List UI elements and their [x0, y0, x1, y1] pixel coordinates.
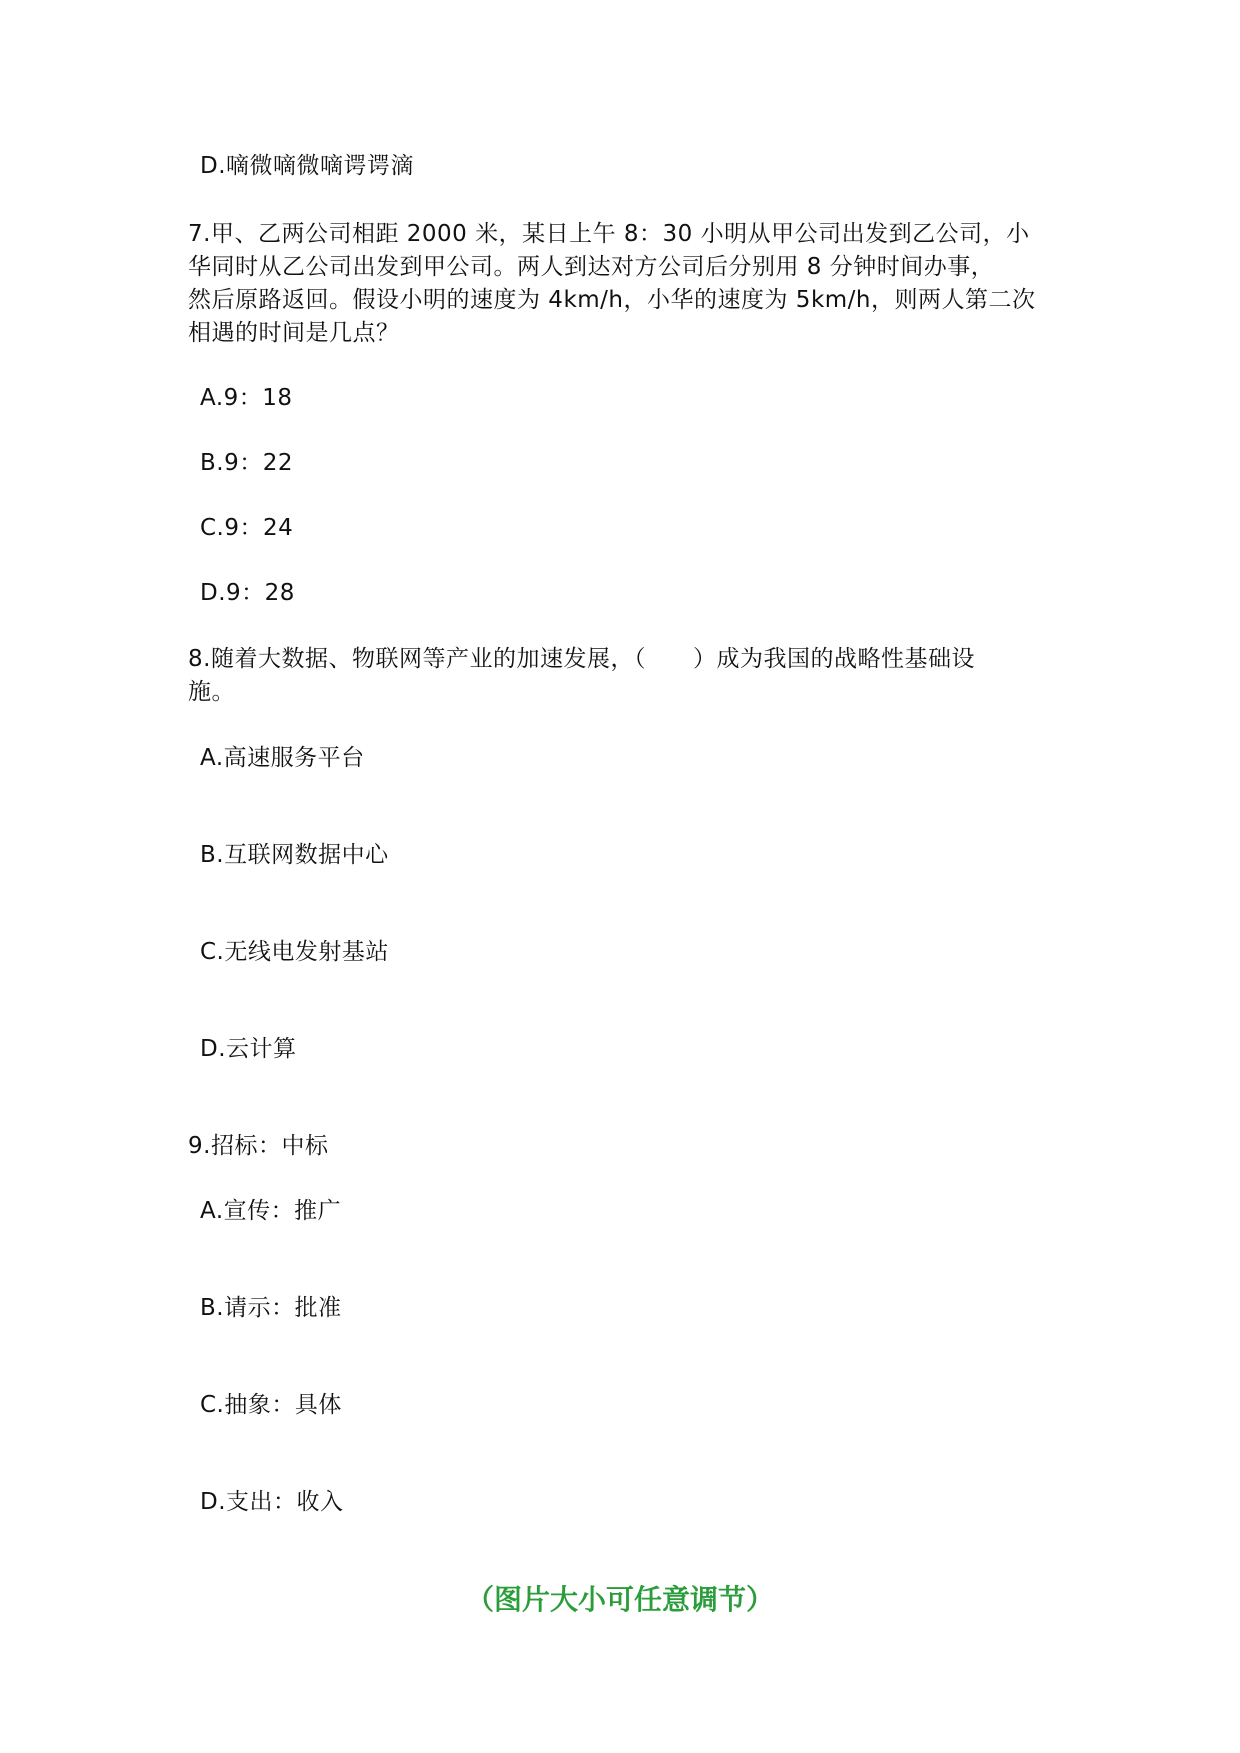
question-9-stem: 9.招标：中标	[188, 1133, 329, 1159]
prev-question-option-d: D.嘀微嘀微嘀谔谔滴	[200, 153, 415, 179]
question-7-option-d: D.9：28	[200, 580, 295, 606]
question-8-option-a: A.高速服务平台	[200, 745, 365, 771]
question-7-stem-line-1: 7.甲、乙两公司相距 2000 米，某日上午 8：30 小明从甲公司出发到乙公司，小	[188, 221, 1030, 247]
question-9-option-d: D.支出：收入	[200, 1489, 344, 1515]
question-9-option-a: A.宣传：推广	[200, 1198, 342, 1224]
question-7-option-b: B.9：22	[200, 450, 293, 476]
question-7-stem-line-2: 华同时从乙公司出发到甲公司。两人到达对方公司后分别用 8 分钟时间办事，	[188, 254, 995, 280]
question-8-stem-line-2: 施。	[188, 679, 235, 705]
question-8-option-c: C.无线电发射基站	[200, 939, 389, 965]
question-8-stem-line-1: 8.随着大数据、物联网等产业的加速发展，（ ）成为我国的战略性基础设	[188, 646, 975, 672]
question-7-option-c: C.9：24	[200, 515, 294, 541]
question-9-option-b: B.请示：批准	[200, 1295, 342, 1321]
question-7-stem-line-3: 然后原路返回。假设小明的速度为 4km/h，小华的速度为 5km/h，则两人第二次	[188, 287, 1036, 313]
question-8-option-b: B.互联网数据中心	[200, 842, 389, 868]
resize-note: （图片大小可任意调节）	[465, 1583, 774, 1616]
question-7-option-a: A.9：18	[200, 385, 293, 411]
question-7-stem-line-4: 相遇的时间是几点？	[188, 320, 400, 346]
question-9-option-c: C.抽象：具体	[200, 1392, 342, 1418]
question-8-option-d: D.云计算	[200, 1036, 297, 1062]
